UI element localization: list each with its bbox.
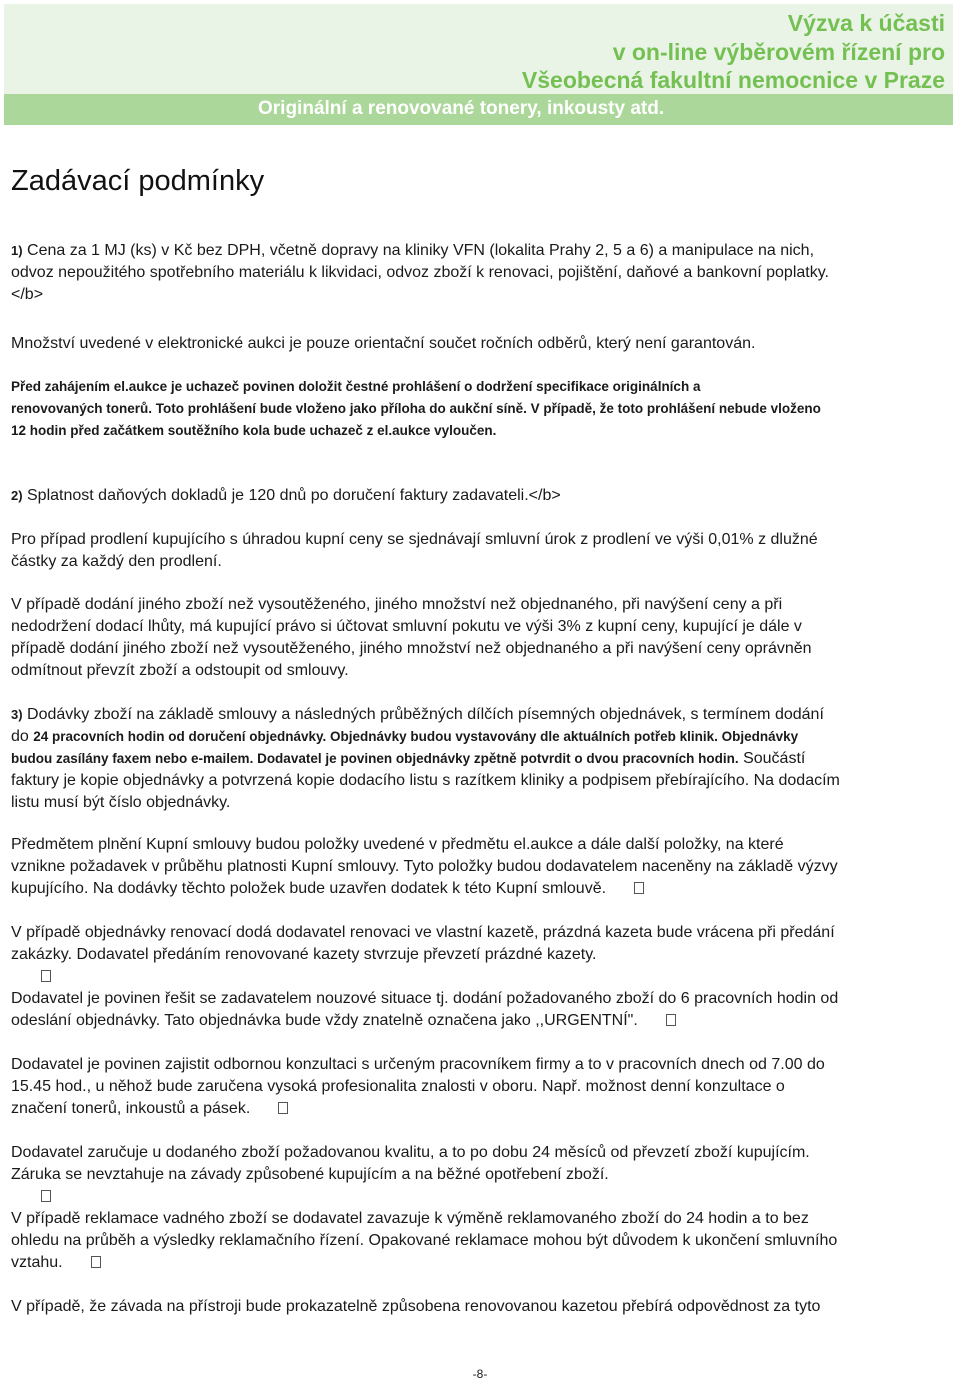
missing-glyph-icon bbox=[666, 1014, 676, 1026]
declaration-line1: Před zahájením el.aukce je uchazeč povinen doložit čestné prohlášení o dodržení specifikace originálních a bbox=[11, 379, 701, 394]
declaration-line2: renovovaných tonerů. Toto prohlášení bude vloženo jako příloha do aukční síně. V případě, že toto prohlášení nebude vloženo bbox=[11, 401, 821, 416]
header-title-line3: Všeobecná fakultní nemocnice v Praze bbox=[521, 67, 945, 93]
section-2-text: Splatnost daňových dokladů je 120 dnů po doručení faktury zadavateli.</b> bbox=[22, 487, 561, 504]
complaint-paragraph bbox=[11, 1208, 951, 1274]
late-payment-paragraph bbox=[11, 529, 951, 573]
paragraph-line: ohledu na průběh a výsledky reklamačního řízení. Opakované reklamace mohou být důvodem k ukončení smluvního bbox=[11, 1232, 838, 1249]
quality-paragraph bbox=[11, 1142, 951, 1208]
section-3-line2 bbox=[11, 726, 951, 748]
missing-glyph-icon bbox=[634, 882, 644, 894]
section-3 bbox=[11, 704, 951, 814]
header-title-line1: Výzva k účasti bbox=[787, 10, 945, 36]
paragraph-line bbox=[11, 1098, 951, 1120]
paragraph-line: Dodavatel zaručuje u dodaného zboží požadovanou kvalitu, a to po dobu 24 měsíců od převzetí zboží kupujícím. bbox=[11, 1144, 810, 1161]
section-2 bbox=[11, 485, 951, 507]
paragraph-line: 15.45 hod., u něhož bude zaručena vysoká profesionalita znalosti v oboru. Např. možnost denní konzultace o bbox=[11, 1078, 785, 1095]
paragraph-line: V případě reklamace vadného zboží se dodavatel zavazuje k výměně reklamovaného zboží do 24 hodin a to bez bbox=[11, 1210, 809, 1227]
header-subtitle: Originální a renovované tonery, inkousty atd. bbox=[258, 98, 665, 119]
section-3-line1 bbox=[11, 704, 951, 726]
consultation-paragraph bbox=[11, 1054, 951, 1120]
header-banner bbox=[4, 4, 953, 122]
penalty-paragraph bbox=[11, 594, 951, 682]
renovation-paragraph bbox=[11, 922, 951, 988]
paragraph-line: Záruka se nevztahuje na závady způsobené kupujícím a na běžné opotřebení zboží. bbox=[11, 1166, 609, 1183]
quantity-note: Množství uvedené v elektronické aukci je pouze orientační součet ročních odběrů, který není garantován. bbox=[11, 335, 756, 352]
section-1-line1 bbox=[11, 240, 951, 262]
defect-paragraph: V případě, že závada na přístroji bude prokazatelně způsobena renovovanou kazetou přebírá odpovědnost za tyto bbox=[11, 1298, 821, 1315]
subject-paragraph bbox=[11, 834, 951, 900]
section-1-line2: odvoz nepoužitého spotřebního materiálu k likvidaci, odvoz zboží k renovaci, pojištění, daňové a bankovní poplatky. bbox=[11, 264, 829, 281]
paragraph-line: Dodavatel je povinen řešit se zadavatelem nouzové situace tj. dodání požadovaného zboží do 6 pracovních hodin od bbox=[11, 990, 839, 1007]
paragraph-line bbox=[11, 1010, 951, 1032]
paragraph-line bbox=[11, 1252, 951, 1274]
declaration-note bbox=[11, 376, 951, 442]
emergency-paragraph bbox=[11, 988, 951, 1032]
header-title-line2: v on-line výběrovém řízení pro bbox=[612, 39, 945, 65]
paragraph-line: Předmětem plnění Kupní smlouvy budou položky uvedené v předmětu el.aukce a dále další položky, na které bbox=[11, 836, 784, 853]
declaration-line3: 12 hodin před začátkem soutěžního kola bude uchazeč z el.aukce vyloučen. bbox=[11, 423, 497, 438]
section-1 bbox=[11, 240, 951, 306]
paragraph-line: případě dodání jiného zboží než vysoutěženého, jiného množství než objednaného a při navýšení ceny oprávněn bbox=[11, 640, 812, 657]
missing-glyph-icon bbox=[41, 1190, 51, 1202]
section-1-text: Cena za 1 MJ (ks) v Kč bez DPH, včetně dopravy na kliniky VFN (lokalita Prahy 2, 5 a 6) a manipulace na nich, bbox=[22, 242, 815, 259]
delivery-confirm-bold: budou zasílány faxem nebo e-mailem. Dodavatel je povinen objednávky zpětně potvrdit o dvou pracovních hodin. bbox=[11, 751, 739, 766]
paragraph-line: vznikne požadavek v průběhu platnosti Kupní smlouvy. Tyto položky budou dodavatelem naceněny na základě výzvy bbox=[11, 858, 838, 875]
section-3-line3 bbox=[11, 748, 951, 770]
paragraph-line: nedodržení dodací lhůty, má kupující právo si účtovat smluvní pokutu ve výši 3% z kupní ceny, kupující je dále v bbox=[11, 618, 802, 635]
paragraph-line: částky za každý den prodlení. bbox=[11, 553, 222, 570]
delivery-terms-bold: 24 pracovních hodin od doručení objednávky. Objednávky budou vystavovány dle aktuálních potřeb klinik. Objednávky bbox=[33, 729, 799, 744]
page-heading: Zadávací podmínky bbox=[11, 165, 265, 197]
paragraph-text: odeslání objednávky. Tato objednávka bude vždy znatelně označena jako ,,URGENTNÍ". bbox=[11, 1012, 638, 1029]
paragraph-line bbox=[11, 878, 951, 900]
invoice-prefix: Součástí bbox=[738, 750, 806, 767]
paragraph-line bbox=[11, 1186, 951, 1208]
paragraph-line bbox=[11, 966, 951, 988]
page-number: -8- bbox=[472, 1367, 488, 1381]
section-3-line4: faktury je kopie objednávky a potvrzená kopie dodacího listu s razítkem kliniky a podpisem přebírajícího. Na dodacím bbox=[11, 772, 840, 789]
section-3-text: Dodávky zboží na základě smlouvy a následných průběžných dílčích písemných objednávek, s termínem dodání bbox=[22, 706, 824, 723]
paragraph-text: kupujícího. Na dodávky těchto položek bude uzavřen dodatek k této Kupní smlouvě. bbox=[11, 880, 607, 897]
paragraph-line: zakázky. Dodavatel předáním renovované kazety stvrzuje převzetí prázdné kazety. bbox=[11, 946, 597, 963]
section-number: 2) bbox=[11, 488, 23, 503]
paragraph-line: odmítnout převzít zboží a odstoupit od smlouvy. bbox=[11, 662, 349, 679]
section-1-line3: </b> bbox=[11, 286, 44, 303]
missing-glyph-icon bbox=[278, 1102, 288, 1114]
paragraph-text: vztahu. bbox=[11, 1254, 63, 1271]
section-number: 3) bbox=[11, 707, 23, 722]
delivery-prefix: do bbox=[11, 728, 34, 745]
paragraph-line: Dodavatel je povinen zajistit odbornou konzultaci s určeným pracovníkem firmy a to v pracovních dnech od 7.00 do bbox=[11, 1056, 825, 1073]
section-number: 1) bbox=[11, 243, 23, 258]
paragraph-line: V případě objednávky renovací dodá dodavatel renovaci ve vlastní kazetě, prázdná kazeta bude vrácena při předání bbox=[11, 924, 835, 941]
paragraph-line: V případě dodání jiného zboží než vysoutěženého, jiného množství než objednaného, při navýšení ceny a při bbox=[11, 596, 783, 613]
missing-glyph-icon bbox=[41, 970, 51, 982]
section-3-line5: listu musí být číslo objednávky. bbox=[11, 794, 231, 811]
paragraph-line: Pro případ prodlení kupujícího s úhradou kupní ceny se sjednávají smluvní úrok z prodlení ve výši 0,01% z dlužné bbox=[11, 531, 818, 548]
paragraph-text: značení tonerů, inkoustů a pásek. bbox=[11, 1100, 251, 1117]
missing-glyph-icon bbox=[91, 1256, 101, 1268]
